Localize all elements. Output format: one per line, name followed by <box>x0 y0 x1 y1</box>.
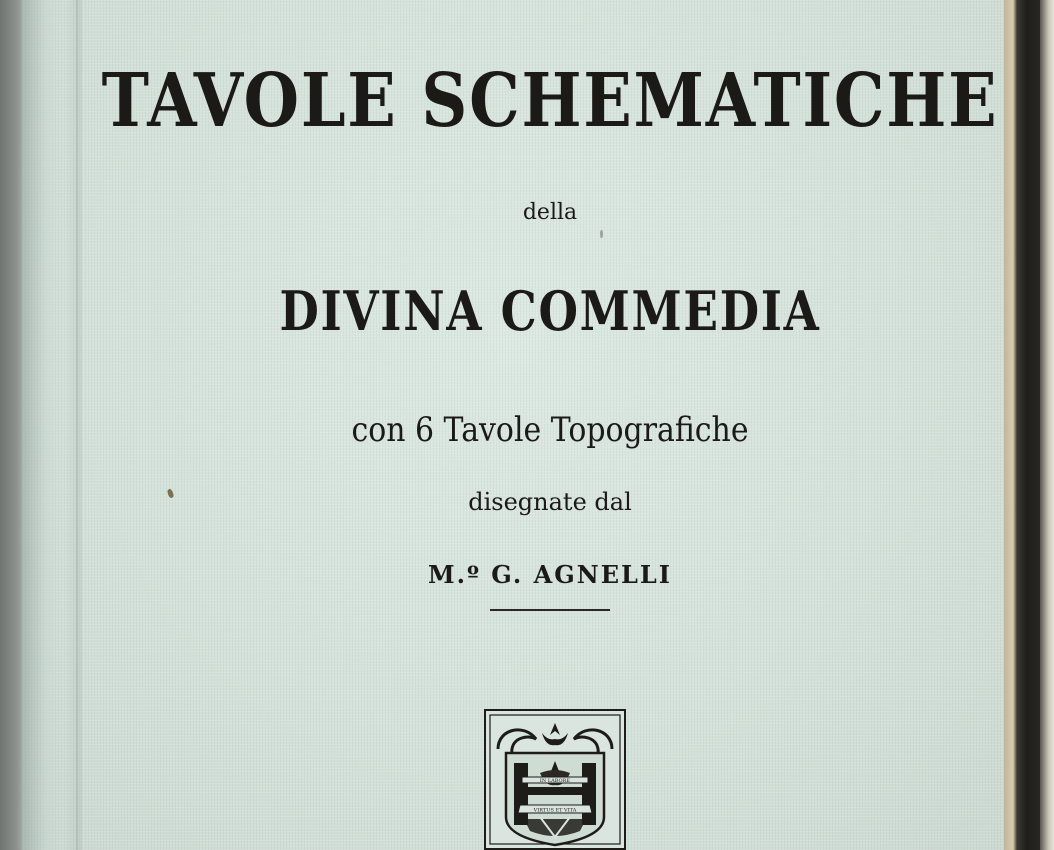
cover-title: TAVOLE SCHEMATICHE <box>101 58 999 144</box>
scan-background-left <box>0 0 24 850</box>
emblem-motto-top: IN LABORE <box>539 778 571 784</box>
hinge-line <box>76 0 78 850</box>
cover-subject: DIVINA COMMEDIA <box>279 279 821 343</box>
emblem-motto-bottom: VIRTUS ET VITA <box>533 807 577 814</box>
stain-speck <box>600 230 603 238</box>
cover-connector: della <box>522 200 578 225</box>
publisher-emblem-icon <box>484 709 626 850</box>
cover-author: M.º G. AGNELLI <box>428 560 672 589</box>
scan-background-right <box>1040 0 1054 850</box>
cover-hinge <box>22 0 82 850</box>
cover-subtitle: con 6 Tavole Topografiche <box>351 410 749 450</box>
divider-rule <box>490 609 610 611</box>
cover-credit-prefix: disegnate dal <box>468 488 632 516</box>
